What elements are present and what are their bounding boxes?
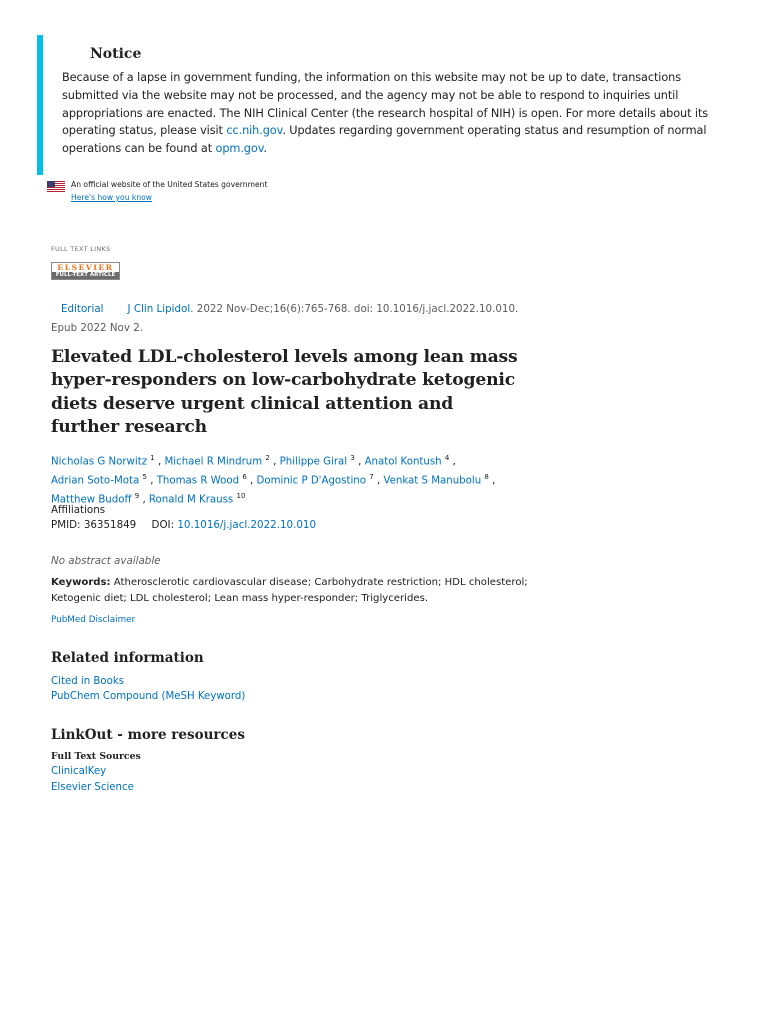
elsevier-full-text-button[interactable] <box>51 262 120 280</box>
author-affiliation-number[interactable]: 1 <box>150 454 155 462</box>
full-text-article-label: FULL-TEXT ARTICLE <box>52 272 119 279</box>
author-affiliation-number[interactable]: 5 <box>142 472 147 481</box>
author-affiliation-number[interactable]: 4 <box>444 454 450 462</box>
author-link[interactable]: Venkat S Manubolu <box>383 475 482 487</box>
author-link[interactable]: Thomas R Wood <box>156 475 240 487</box>
author-affiliation-number[interactable]: 7 <box>369 472 374 481</box>
pubchem-compound-link[interactable]: PubChem Compound (MeSH Keyword) <box>51 691 246 702</box>
author-list: Nicholas G Norwitz $^1$ , Michael R Mindrum $^2$ , Philippe Giral $^3$ , Anatol Kontush $^4$ , Adrian Soto-Mota $^5$ , Thomas R Wood $^6$ , Dominic P D'Agostino $^7$ , Venkat S Manubolu $^8$ , Matthew Budoff $^9$ , Ronald M Krauss $^{10}$ <box>51 454 496 506</box>
author-link[interactable]: Adrian Soto-Mota <box>51 475 140 487</box>
author-link[interactable]: Matthew Budoff <box>51 494 132 506</box>
publication-type-link[interactable]: Editorial <box>61 303 104 315</box>
article-identifiers <box>51 519 316 531</box>
article-title: Elevated LDL-cholesterol levels among lean mass hyper-responders on low-carbohydrate ketogenic diets deserve urgent clinical attention and further research <box>51 347 518 438</box>
author-link[interactable]: Anatol Kontush <box>364 456 442 468</box>
heres-how-you-know-link[interactable]: Here's how you know <box>71 193 152 202</box>
notice-title: Notice <box>90 46 142 62</box>
keywords-text: Atherosclerotic cardiovascular disease; Carbohydrate restriction; HDL cholesterol; Ketogenic diet; LDL cholesterol; Lean mass hyper-responder; Triglycerides. <box>51 577 528 604</box>
author-affiliation-number[interactable]: 8 <box>484 472 489 481</box>
elsevier-science-link[interactable]: Elsevier Science <box>51 782 134 793</box>
elsevier-logo-text: ELSEVIER <box>57 263 114 272</box>
notice-banner <box>37 35 727 175</box>
author-link[interactable]: Dominic P D'Agostino <box>256 475 366 487</box>
pmid-value: 36351849 <box>83 519 137 531</box>
author-link[interactable]: Michael R Mindrum <box>164 456 263 468</box>
pubmed-disclaimer-link[interactable]: PubMed Disclaimer <box>51 615 136 625</box>
full-text-links-label: FULL TEXT LINKS <box>51 245 111 253</box>
author-link[interactable]: Philippe Giral <box>279 456 348 468</box>
clinicalkey-link[interactable]: ClinicalKey <box>51 766 107 777</box>
cited-in-books-link[interactable]: Cited in Books <box>51 676 125 687</box>
citation-details: 2022 Nov-Dec;16(6):765-768. doi: 10.1016/j.jacl.2022.10.010. Epub 2022 Nov 2. <box>51 303 519 334</box>
full-text-sources-label: Full Text Sources <box>51 751 141 762</box>
doi-link[interactable]: 10.1016/j.jacl.2022.10.010 <box>177 519 316 531</box>
opm-link[interactable]: opm.gov <box>215 142 264 156</box>
related-information-heading: Related information <box>51 650 204 666</box>
author-affiliation-number[interactable]: 2 <box>265 454 270 462</box>
affiliations-toggle[interactable]: Affiliations <box>51 504 106 516</box>
no-abstract-text: No abstract available <box>51 555 161 567</box>
notice-body: Because of a lapse in government funding, the information on this website may not be up to date, transactions submitted via the website may not be processed, and the agency may not be able to respond to inquiries until appropriations are enacted. The NIH Clinical Center (the research hospital of NIH) is open. For more details about its operating status, please visit cc.nih.gov. Updates regarding government operating status and resumption of normal operations can be found at opm.gov. <box>62 71 709 156</box>
us-flag-icon <box>47 181 65 192</box>
author-affiliation-number[interactable]: 10 <box>236 491 246 500</box>
author-affiliation-number[interactable]: 3 <box>350 454 355 462</box>
cc-nih-link[interactable]: cc.nih.gov <box>226 124 283 138</box>
article-citation <box>51 300 521 337</box>
author-link[interactable]: Ronald M Krauss <box>148 494 234 506</box>
pmid-label: PMID: <box>51 519 81 531</box>
author-affiliation-number[interactable]: 9 <box>134 491 140 500</box>
linkout-heading: LinkOut - more resources <box>51 727 245 743</box>
doi-label: DOI: <box>151 519 175 531</box>
keywords <box>51 575 531 606</box>
author-link[interactable]: Nicholas G Norwitz <box>51 456 148 468</box>
keywords-label: Keywords: <box>51 577 111 588</box>
journal-link[interactable]: J Clin Lipidol. <box>127 303 194 315</box>
gov-banner-text: An official website of the United States government <box>71 180 268 189</box>
author-affiliation-number[interactable]: 6 <box>242 472 247 481</box>
